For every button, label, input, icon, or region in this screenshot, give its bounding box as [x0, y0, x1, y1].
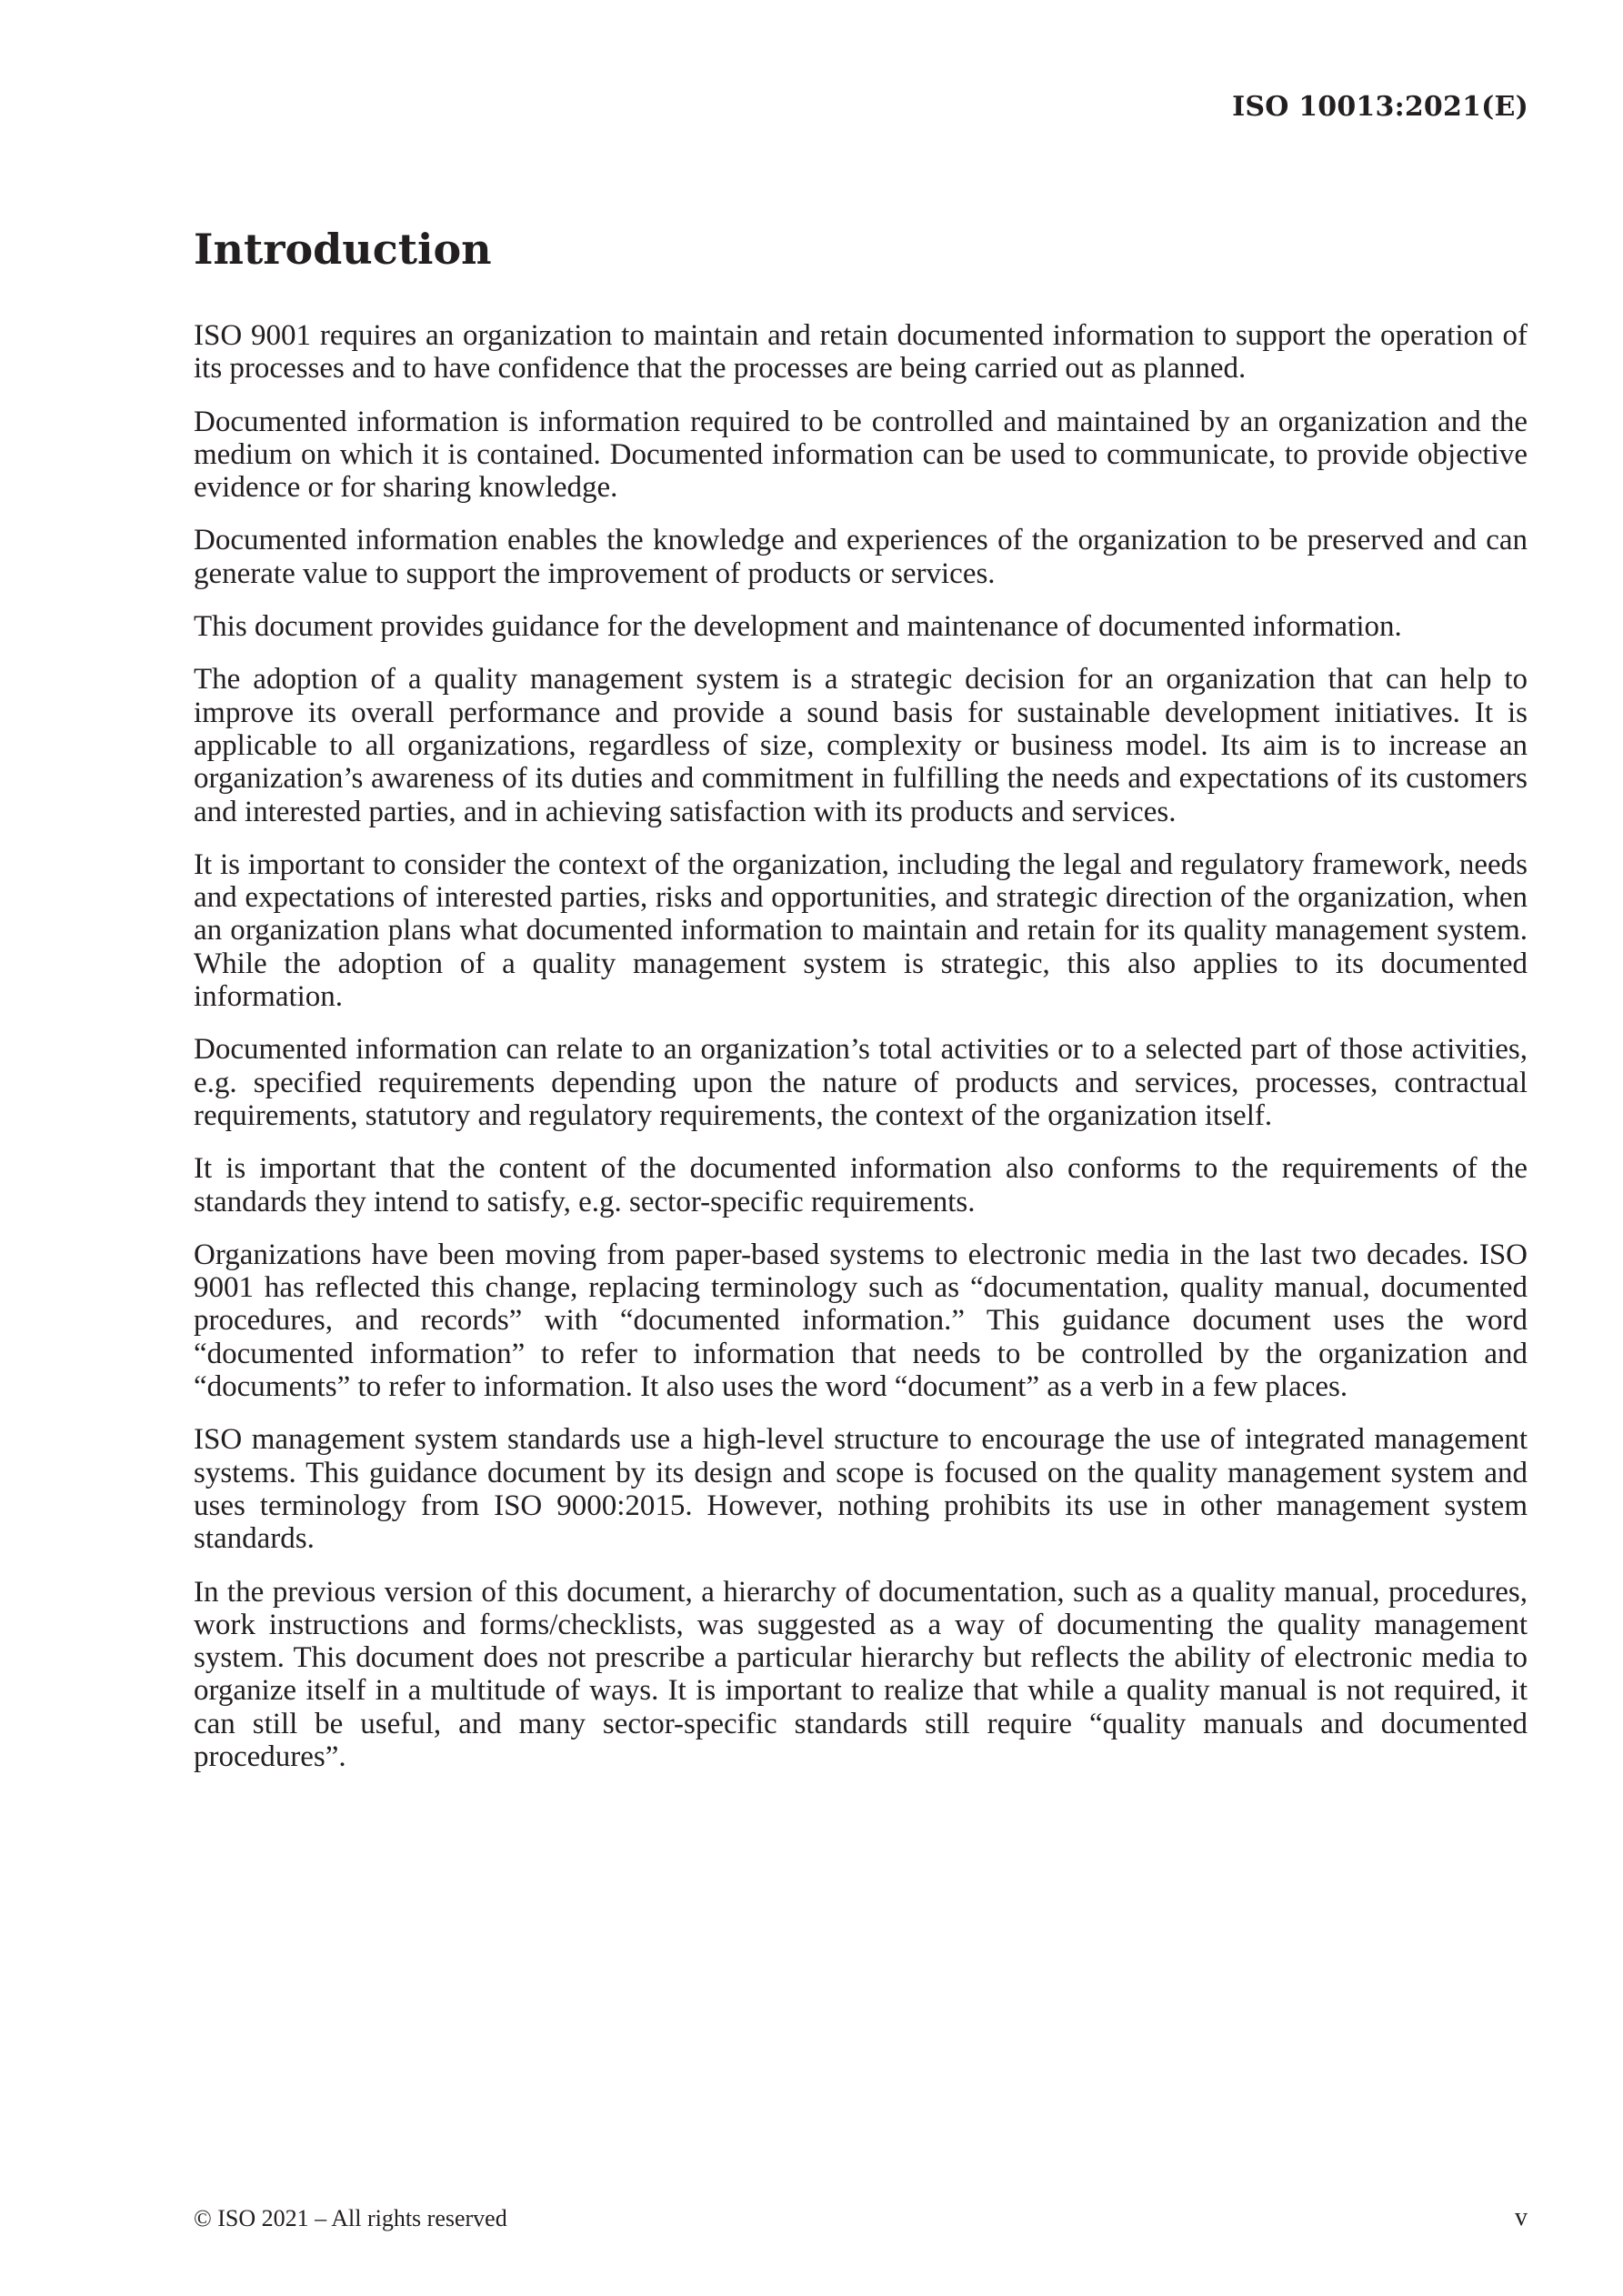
section-title: Introduction [194, 225, 492, 274]
paragraph: In the previous version of this document, a hierarchy of documentation, such as a quality manual, procedures, work instructions and forms/checklists, was suggested as a way of documenting the quality management system. This document does not prescribe a particular hierarchy but reflects the ability of electronic media to organize itself in a multitude of ways. It is important to realize that while a quality manual is not required, it can still be useful, and many sector-specific standards still require “quality manuals and documented procedures”. [194, 1575, 1528, 1773]
paragraph: ISO 9001 requires an organization to maintain and retain documented information to support the operation of its processes and to have confidence that the processes are being carried out as planned. [194, 319, 1528, 386]
page-number: v [1515, 2203, 1528, 2231]
paragraph: This document provides guidance for the development and maintenance of documented information. [194, 610, 1402, 644]
paragraph: Documented information enables the knowledge and experiences of the organization to be preserved and can generate value to support the improvement of products or services. [194, 524, 1528, 590]
paragraph: Documented information can relate to an organization’s total activities or to a selected part of those activities, e.g. specified requirements depending upon the nature of products and services, processes, contractual requirements, statutory and regulatory requirements, the context of the organization itself. [194, 1033, 1528, 1132]
paragraph: It is important to consider the context of the organization, including the legal and regulatory framework, needs and expectations of interested parties, risks and opportunities, and strategic direction of the organization, when an organization plans what documented information to maintain and retain for its quality management system. While the adoption of a quality management system is strategic, this also applies to its documented information. [194, 847, 1528, 1014]
paragraph: The adoption of a quality management system is a strategic decision for an organization that can help to improve its overall performance and provide a sound basis for sustainable development initiatives. It is applicable to all organizations, regardless of size, complexity or business model. Its aim is to increase an organization’s awareness of its duties and commitment in fulfilling the needs and expectations of its customers and interested parties, and in achieving satisfaction with its products and services. [194, 663, 1528, 828]
document-id: ISO 10013:2021(E) [1232, 91, 1528, 123]
page-content [194, 223, 1528, 1793]
paragraph: Documented information is information required to be controlled and maintained by an organization and the medium on which it is contained. Documented information can be used to communicate, to provide objective evidence or for sharing knowledge. [194, 405, 1528, 505]
copyright-notice: © ISO 2021 – All rights reserved [194, 2205, 507, 2231]
paragraph: Organizations have been moving from paper-based systems to electronic media in the last two decades. ISO 9001 has reflected this change, replacing terminology such as “documentation, quality manual, documented procedures, and records” with “documented information.” This guidance document uses the word “documented information” to refer to information that needs to be controlled by the organization and “documents” to refer to information. It also uses the word “document” as a verb in a few places. [194, 1238, 1528, 1404]
paragraph: It is important that the content of the documented information also conforms to the requirements of the standards they intend to satisfy, e.g. sector-specific requirements. [194, 1152, 1528, 1218]
paragraph: ISO management system standards use a high-level structure to encourage the use of integrated management systems. This guidance document by its design and scope is focused on the quality management system and uses terminology from ISO 9000:2015. However, nothing prohibits its use in other management system standards. [194, 1423, 1528, 1556]
